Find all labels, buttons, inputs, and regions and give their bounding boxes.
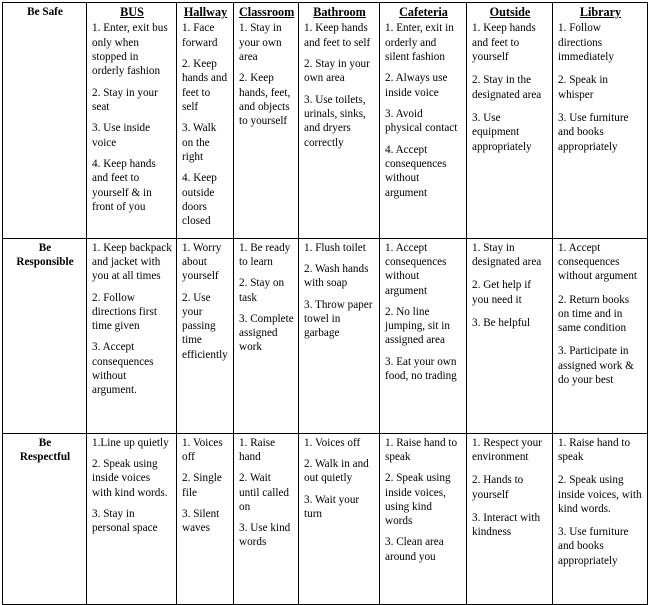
column-header-hallway: Hallway bbox=[183, 5, 228, 19]
list-item: 2. Get help if you need it bbox=[472, 279, 532, 306]
list-item: 3. Eat your own food, no trading bbox=[385, 355, 457, 383]
list-item: 1. Raise hand bbox=[239, 436, 276, 463]
cell-be-safe-outside bbox=[467, 3, 553, 239]
rule-list bbox=[182, 21, 229, 228]
cell-be-responsible-bathroom bbox=[299, 238, 380, 433]
cell-be-respectful-outside bbox=[467, 433, 553, 604]
rule-list bbox=[558, 436, 643, 569]
rule-list bbox=[92, 241, 172, 398]
list-item: 1. Flush toilet bbox=[304, 241, 366, 254]
list-item: 1. Accept consequences without argument bbox=[385, 241, 447, 297]
cell-be-responsible-hallway bbox=[177, 238, 234, 433]
rule-list bbox=[304, 241, 375, 341]
rule-list bbox=[182, 241, 229, 363]
list-item: 2. Return books on time and in same condition bbox=[558, 293, 630, 335]
list-item: 2. Stay in your seat bbox=[92, 86, 158, 113]
column-header-outside: Outside bbox=[489, 5, 531, 19]
cell-be-safe-bus bbox=[87, 3, 177, 239]
list-item: 1. Raise hand to speak bbox=[558, 436, 631, 463]
column-header-classroom: Classroom bbox=[239, 5, 295, 19]
list-item: 3. Accept consequences without argument. bbox=[92, 341, 154, 397]
cell-be-respectful-bus bbox=[87, 433, 177, 604]
list-item: 3. Use inside voice bbox=[92, 122, 151, 149]
list-item: 3. Use furniture and books appropriately bbox=[558, 111, 629, 153]
list-item: 2. Speak using inside voices, using kind words bbox=[385, 472, 451, 528]
rule-list bbox=[92, 436, 172, 536]
rule-list bbox=[385, 241, 462, 384]
table-row bbox=[3, 238, 648, 433]
column-header-cafeteria: Cafeteria bbox=[399, 5, 448, 19]
rule-list bbox=[472, 436, 548, 540]
column-header-bathroom: Bathroom bbox=[313, 5, 366, 19]
cell-be-responsible-cafeteria bbox=[380, 238, 467, 433]
list-item: 1. Stay in designated area bbox=[472, 241, 542, 268]
list-item: 1. Enter, exit bus only when stopped in orderly fashion bbox=[92, 22, 168, 78]
rule-list bbox=[239, 436, 294, 550]
list-item: 2. Stay in your own area bbox=[304, 57, 370, 85]
list-item: 1. Follow directions immediately bbox=[558, 22, 614, 63]
table-row bbox=[3, 3, 648, 239]
rule-list bbox=[472, 21, 548, 154]
list-item: 2. Speak in whisper bbox=[558, 74, 609, 101]
list-item: 1. Respect your environment bbox=[472, 436, 542, 463]
list-item: 3. Be helpful bbox=[472, 316, 531, 329]
list-item: 3. Walk on the right bbox=[182, 122, 217, 163]
list-item: 3. Use toilets, urinals, sinks, and dryers correctly bbox=[304, 93, 366, 149]
list-item: 3. Use equipment appropriately bbox=[472, 111, 532, 153]
rule-list bbox=[385, 21, 462, 200]
cell-be-responsible-bus bbox=[87, 238, 177, 433]
list-item: 2. Use your passing time efficiently bbox=[182, 291, 228, 361]
list-item: 3. Use kind words bbox=[239, 522, 291, 549]
rule-list bbox=[385, 436, 462, 565]
list-item: 1. Enter, exit in orderly and silent fashion bbox=[385, 22, 454, 63]
list-item: 1. Voices off bbox=[182, 436, 223, 463]
list-item: 4. Accept consequences without argument bbox=[385, 143, 447, 199]
cell-be-safe-classroom bbox=[234, 3, 299, 239]
row-header-be-respectful bbox=[3, 433, 87, 604]
list-item: 1. Keep hands and feet to yourself bbox=[472, 22, 536, 63]
cell-be-safe-hallway bbox=[177, 3, 234, 239]
list-item: 4. Keep hands and feet to yourself & in front of you bbox=[92, 157, 156, 213]
rule-list bbox=[239, 21, 294, 128]
list-item: 3. Participate in assigned work & do your best bbox=[558, 345, 634, 387]
list-item: 2. Always use inside voice bbox=[385, 72, 448, 99]
row-header-label-line1: Be bbox=[38, 436, 52, 449]
list-item: 1. Stay in your own area bbox=[239, 22, 282, 63]
list-item: 1. Be ready to learn bbox=[239, 241, 291, 268]
cell-be-safe-cafeteria bbox=[380, 3, 467, 239]
row-header-label: Be Safe bbox=[27, 6, 63, 18]
cell-be-respectful-cafeteria bbox=[380, 433, 467, 604]
list-item: 2. Keep hands, feet, and objects to yourself bbox=[239, 72, 291, 128]
list-item: 2. Single file bbox=[182, 472, 222, 499]
list-item: 2. Wash hands with soap bbox=[304, 262, 369, 290]
list-item: 3. Wait your turn bbox=[304, 493, 360, 520]
list-item: 1. Raise hand to speak bbox=[385, 436, 458, 463]
list-item: 3. Avoid physical contact bbox=[385, 107, 458, 135]
row-header-be-responsible bbox=[3, 238, 87, 433]
list-item: 2. Walk in and out quietly bbox=[304, 457, 369, 485]
list-item: 2. Wait until called on bbox=[239, 472, 290, 513]
list-item: 3. Complete assigned work bbox=[239, 312, 294, 354]
list-item: 1. Face forward bbox=[182, 22, 218, 49]
rule-list bbox=[92, 21, 172, 214]
list-item: 1. Keep backpack and jacket with you at all times bbox=[92, 241, 172, 283]
row-header-be-safe bbox=[3, 3, 87, 239]
row-header-label-line1: Be bbox=[38, 241, 52, 254]
rule-list bbox=[182, 436, 229, 536]
cell-be-safe-library bbox=[553, 3, 648, 239]
list-item: 3. Interact with kindness bbox=[472, 511, 541, 539]
list-item: 2. Keep hands and feet to self bbox=[182, 57, 228, 113]
list-item: 2. No line jumping, sit in assigned area bbox=[385, 305, 450, 347]
cell-be-respectful-hallway bbox=[177, 433, 234, 604]
list-item: 1. Keep hands and feet to self bbox=[304, 22, 371, 49]
rule-list bbox=[304, 436, 375, 522]
column-header-bus: BUS bbox=[120, 5, 144, 19]
list-item: 3. Use furniture and books appropriately bbox=[558, 526, 629, 567]
list-item: 2. Speak using inside voices, with kind words. bbox=[558, 474, 642, 515]
rule-list bbox=[558, 21, 643, 154]
list-item: 1. Worry about yourself bbox=[182, 241, 222, 283]
list-item: 1. Voices off bbox=[304, 436, 361, 449]
column-header-library: Library bbox=[579, 5, 622, 19]
list-item: 3. Throw paper towel in garbage bbox=[304, 298, 373, 340]
cell-be-safe-bathroom bbox=[299, 3, 380, 239]
behavior-expectations-matrix bbox=[2, 2, 648, 605]
cell-be-responsible-library bbox=[553, 238, 648, 433]
rule-list bbox=[558, 241, 643, 388]
list-item: 2. Follow directions first time given bbox=[92, 291, 157, 333]
row-header-label-line2: Responsible bbox=[16, 255, 74, 268]
list-item: 2. Stay on task bbox=[239, 277, 285, 304]
row-header-label-line2: Respectful bbox=[19, 450, 71, 463]
list-item: 2. Hands to yourself bbox=[472, 474, 524, 501]
list-item: 2. Speak using inside voices with kind words. bbox=[92, 457, 168, 499]
list-item: 3. Clean area around you bbox=[385, 536, 444, 563]
rule-list bbox=[239, 241, 294, 355]
list-item: 4. Keep outside doors closed bbox=[182, 172, 217, 228]
list-item: 2. Stay in the designated area bbox=[472, 74, 542, 101]
list-item: 1. Accept consequences without argument bbox=[558, 241, 638, 283]
list-item: 3. Silent waves bbox=[182, 507, 220, 535]
cell-be-respectful-classroom bbox=[234, 433, 299, 604]
cell-be-responsible-outside bbox=[467, 238, 553, 433]
list-item: 3. Stay in personal space bbox=[92, 507, 158, 535]
list-item: 1.Line up quietly bbox=[92, 436, 169, 449]
cell-be-respectful-bathroom bbox=[299, 433, 380, 604]
cell-be-respectful-library bbox=[553, 433, 648, 604]
rule-list bbox=[304, 21, 375, 150]
cell-be-responsible-classroom bbox=[234, 238, 299, 433]
rule-list bbox=[472, 241, 548, 331]
table-row bbox=[3, 433, 648, 604]
